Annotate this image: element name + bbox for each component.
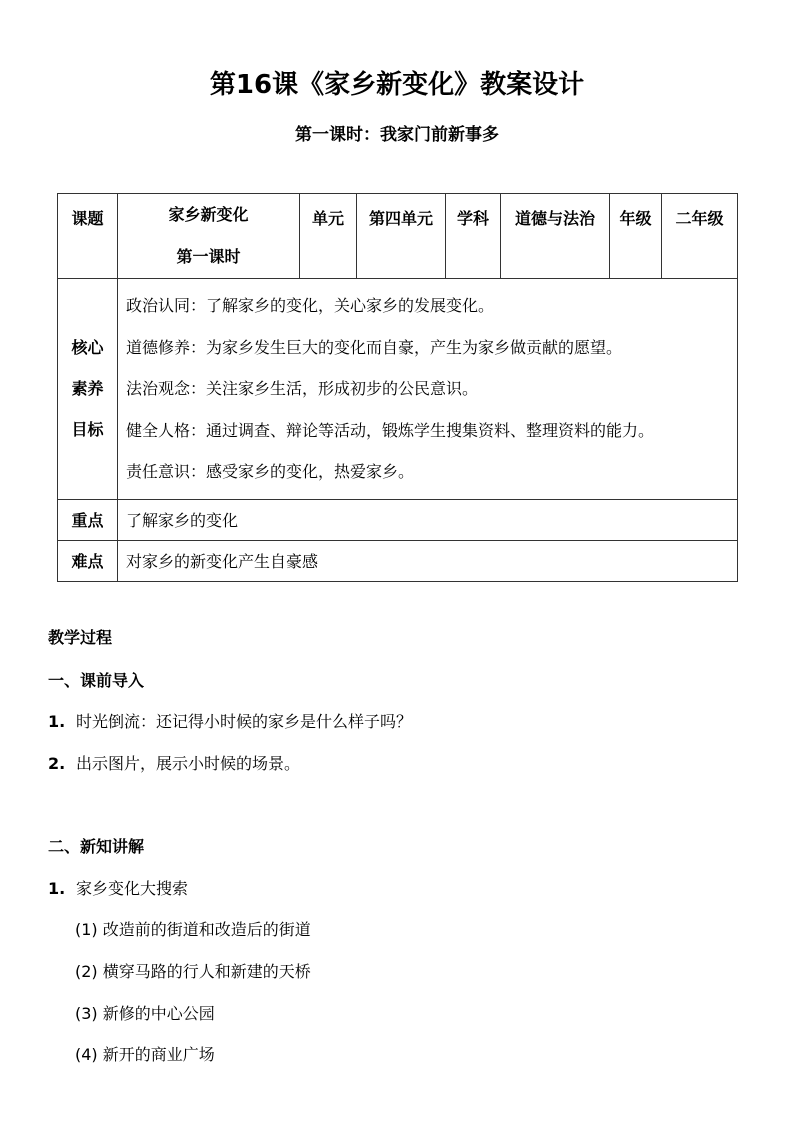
- lesson-info-table: [57, 193, 738, 582]
- document-subtitle: 第一课时：我家门前新事多: [295, 125, 499, 145]
- list-text: 出示图片，展示小时候的场景。: [76, 754, 301, 773]
- list-number: 2.: [48, 754, 66, 773]
- core-goal-item: 法治观念：关注家乡生活，形成初步的公民意识。: [126, 379, 479, 398]
- sub-item: (3) 新修的中心公园: [75, 1004, 215, 1023]
- document-title: 第16课《家乡新变化》教案设计: [209, 70, 585, 100]
- part1-heading: 一、课前导入: [48, 671, 145, 690]
- topic-label: 课题: [58, 194, 118, 279]
- list-item: [48, 751, 300, 774]
- core-goal-item: 责任意识：感受家乡的变化，热爱家乡。: [126, 462, 415, 481]
- core-goal-item: 健全人格：通过调查、辩论等活动，锻炼学生搜集资料、整理资料的能力。: [126, 420, 655, 440]
- unit-label: 单元: [300, 194, 357, 279]
- difficulty-label: 难点: [58, 540, 118, 581]
- difficulty-value: 对家乡的新变化产生自豪感: [118, 540, 738, 581]
- list-number: 1.: [48, 712, 66, 731]
- key-point-value: 了解家乡的变化: [118, 499, 738, 540]
- sub-item: (4) 新开的商业广场: [75, 1045, 215, 1064]
- topic-value-line2: 第一课时: [176, 247, 241, 266]
- subject-label: 学科: [446, 194, 501, 279]
- list-item: [48, 709, 412, 732]
- table-row: [58, 499, 738, 540]
- table-row: [58, 279, 738, 500]
- table-row: [58, 194, 738, 279]
- topic-value-line1: 家乡新变化: [168, 205, 249, 224]
- core-goal-item: 政治认同：了解家乡的变化，关心家乡的发展变化。: [126, 296, 495, 315]
- list-item: [48, 876, 188, 899]
- grade-label: 年级: [610, 194, 662, 279]
- list-text: 时光倒流：还记得小时候的家乡是什么样子吗？: [76, 712, 413, 731]
- table-row: [58, 540, 738, 581]
- topic-value: [118, 194, 300, 279]
- list-text: 家乡变化大搜索: [76, 879, 189, 898]
- subject-value: 道德与法治: [501, 194, 610, 279]
- core-goals-label: 核心 素养 目标: [58, 279, 118, 500]
- sub-item: (1) 改造前的街道和改造后的街道: [75, 920, 311, 939]
- unit-value: 第四单元: [357, 194, 446, 279]
- key-point-label: 重点: [58, 499, 118, 540]
- core-goals-content: [118, 279, 738, 500]
- list-number: 1.: [48, 879, 66, 898]
- sub-item: (2) 横穿马路的行人和新建的天桥: [75, 962, 311, 981]
- process-heading: 教学过程: [48, 628, 113, 647]
- core-goal-item: 道德修养：为家乡发生巨大的变化而自豪，产生为家乡做贡献的愿望。: [126, 337, 623, 357]
- grade-value: 二年级: [662, 194, 738, 279]
- part2-heading: 二、新知讲解: [48, 837, 145, 856]
